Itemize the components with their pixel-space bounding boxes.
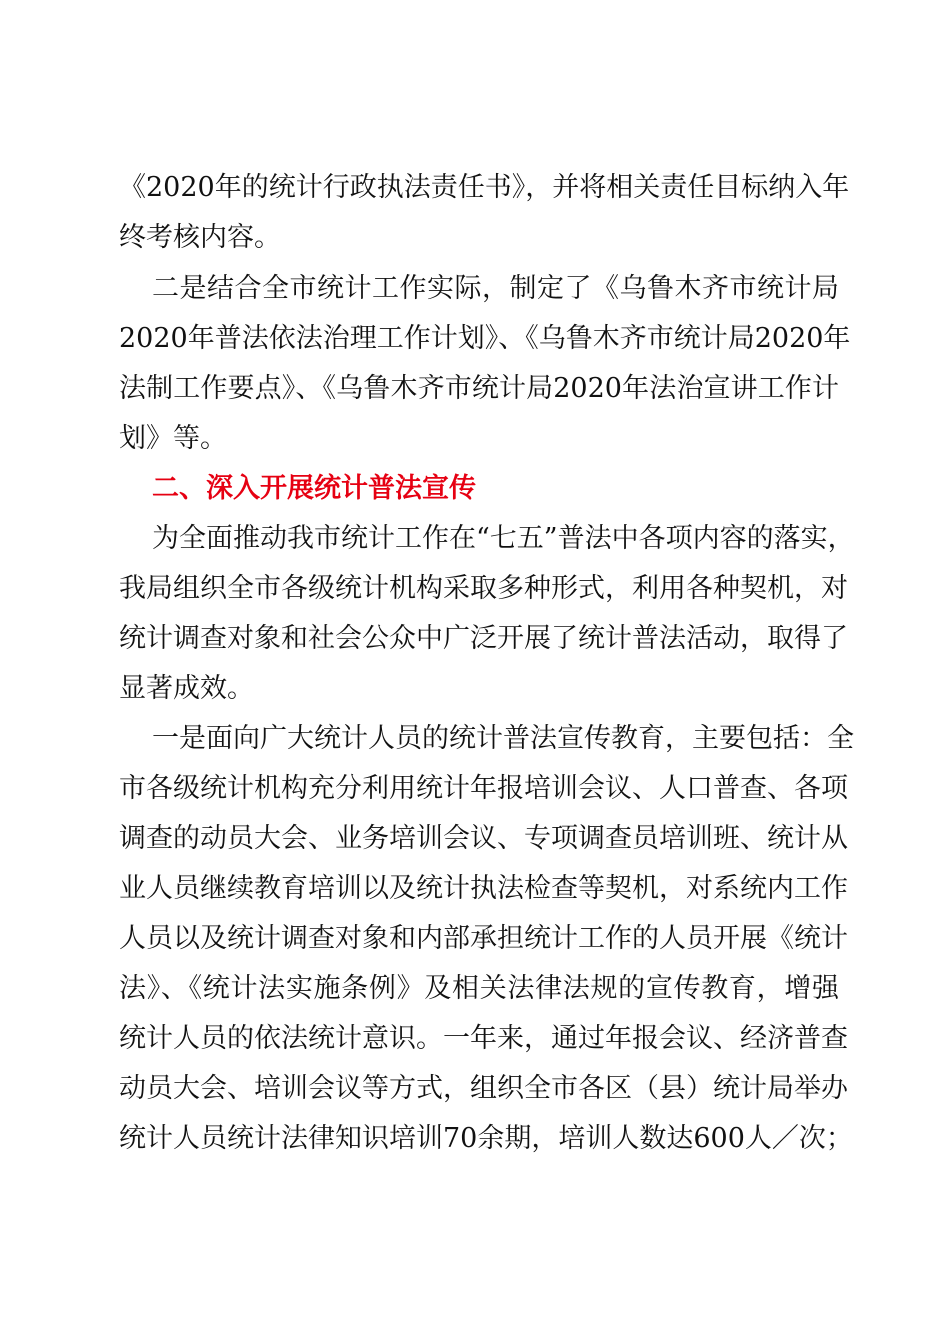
section-heading: 二、深入开展统计普法宣传 [152, 473, 476, 504]
text-line: 划》等。 [119, 423, 227, 454]
paragraph-first-line: 二是结合全市统计工作实际，制定了《乌鲁木齐市统计局 [152, 273, 839, 304]
text-line: 《2020年的统计行政执法责任书》，并将相关责任目标纳入年 [119, 172, 850, 203]
text-line: 我局组织全市各级统计机构采取多种形式，利用各种契机，对 [119, 573, 848, 604]
text-line: 人员以及统计调查对象和内部承担统计工作的人员开展《统计 [119, 923, 848, 954]
text-line: 2020年普法依法治理工作计划》、《乌鲁木齐市统计局2020年 [119, 323, 851, 354]
text-line: 统计人员的依法统计意识。一年来，通过年报会议、经济普查 [119, 1023, 848, 1054]
text-line: 法》、《统计法实施条例》及相关法律法规的宣传教育，增强 [119, 973, 839, 1004]
text-line: 法制工作要点》、《乌鲁木齐市统计局2020年法治宣讲工作计 [119, 373, 839, 404]
text-line: 终考核内容。 [119, 222, 281, 253]
paragraph-first-line: 为全面推动我市统计工作在“七五”普法中各项内容的落实， [152, 523, 855, 554]
text-line: 显著成效。 [119, 673, 254, 704]
text-line: 业人员继续教育培训以及统计执法检查等契机，对系统内工作 [119, 873, 848, 904]
text-line: 统计人员统计法律知识培训70余期，培训人数达600人／次； [119, 1123, 853, 1154]
text-line: 动员大会、培训会议等方式，组织全市各区（县）统计局举办 [119, 1073, 848, 1104]
text-line: 调查的动员大会、业务培训会议、专项调查员培训班、统计从 [119, 823, 848, 854]
text-line: 市各级统计机构充分利用统计年报培训会议、人口普查、各项 [119, 773, 848, 804]
text-line: 统计调查对象和社会公众中广泛开展了统计普法活动，取得了 [119, 623, 848, 654]
paragraph-first-line: 一是面向广大统计人员的统计普法宣传教育，主要包括：全 [152, 723, 854, 754]
